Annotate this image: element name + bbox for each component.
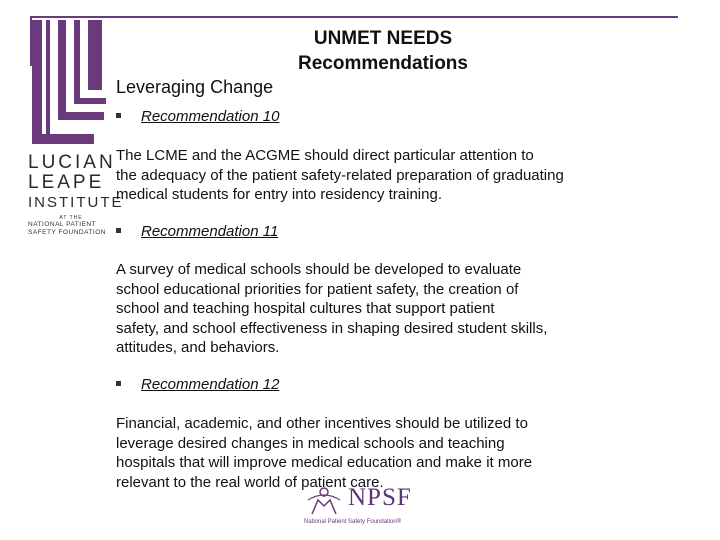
recommendation-label: Recommendation 12 bbox=[141, 376, 280, 393]
npsf-footer-logo bbox=[300, 484, 450, 530]
recommendation-11-text bbox=[116, 260, 547, 358]
text-line: medical students for entry into residency training. bbox=[116, 186, 442, 203]
bullet-icon bbox=[116, 228, 121, 233]
top-divider-line bbox=[30, 16, 678, 18]
title-line-1: UNMET NEEDS bbox=[313, 28, 453, 49]
text-line: Financial, academic, and other incentives should be utilized to bbox=[116, 415, 528, 432]
lll-logo-mark bbox=[28, 20, 114, 145]
text-line: relevant to the real world of patient care. bbox=[116, 473, 384, 491]
text-line: hospitals that will improve medical education and make it more bbox=[116, 454, 533, 471]
recommendation-label: Recommendation 10 bbox=[141, 108, 280, 125]
logo-at-the: AT THE bbox=[59, 215, 83, 221]
logo-org-line-1: NATIONAL PATIENT bbox=[28, 221, 97, 228]
slide-subtitle: Leveraging Change bbox=[116, 77, 274, 97]
recommendation-label: Recommendation 11 bbox=[141, 223, 279, 240]
text-line: safety, and school effectiveness in shaping desired student skills, bbox=[116, 319, 548, 337]
logo-word-lucian: LUCIAN bbox=[28, 152, 116, 173]
title-line-2: Recommendations bbox=[298, 53, 468, 74]
npsf-acronym: NPSF bbox=[348, 484, 412, 511]
recommendation-11-heading bbox=[116, 223, 278, 240]
slide-title bbox=[250, 26, 516, 76]
recommendation-12-text bbox=[116, 414, 532, 492]
bullet-icon bbox=[116, 381, 121, 386]
text-line: The LCME and the ACGME should direct particular attention to bbox=[116, 147, 534, 164]
logo-word-leape: LEAPE bbox=[28, 172, 105, 193]
lucian-leape-institute-logo bbox=[28, 20, 124, 237]
bullet-icon bbox=[116, 113, 121, 118]
logo-org-line-2: SAFETY FOUNDATION bbox=[28, 229, 106, 236]
recommendation-10-text bbox=[116, 146, 564, 205]
npsf-full-name: National Patient Safety Foundation® bbox=[304, 519, 402, 525]
text-line: A survey of medical schools should be developed to evaluate bbox=[116, 261, 522, 278]
text-line: attitudes, and behaviors. bbox=[116, 339, 280, 356]
text-line: leverage desired changes in medical schools and teaching bbox=[116, 434, 505, 452]
npsf-figure-icon bbox=[304, 486, 344, 516]
recommendation-10-heading bbox=[116, 108, 279, 125]
logo-word-institute: INSTITUTE bbox=[28, 194, 124, 211]
text-line: the adequacy of the patient safety-related preparation of graduating bbox=[116, 166, 564, 184]
text-line: school and teaching hospital cultures that support patient bbox=[116, 300, 495, 317]
recommendation-12-heading bbox=[116, 376, 279, 393]
text-line: school educational priorities for patient safety, the creation of bbox=[116, 280, 519, 298]
